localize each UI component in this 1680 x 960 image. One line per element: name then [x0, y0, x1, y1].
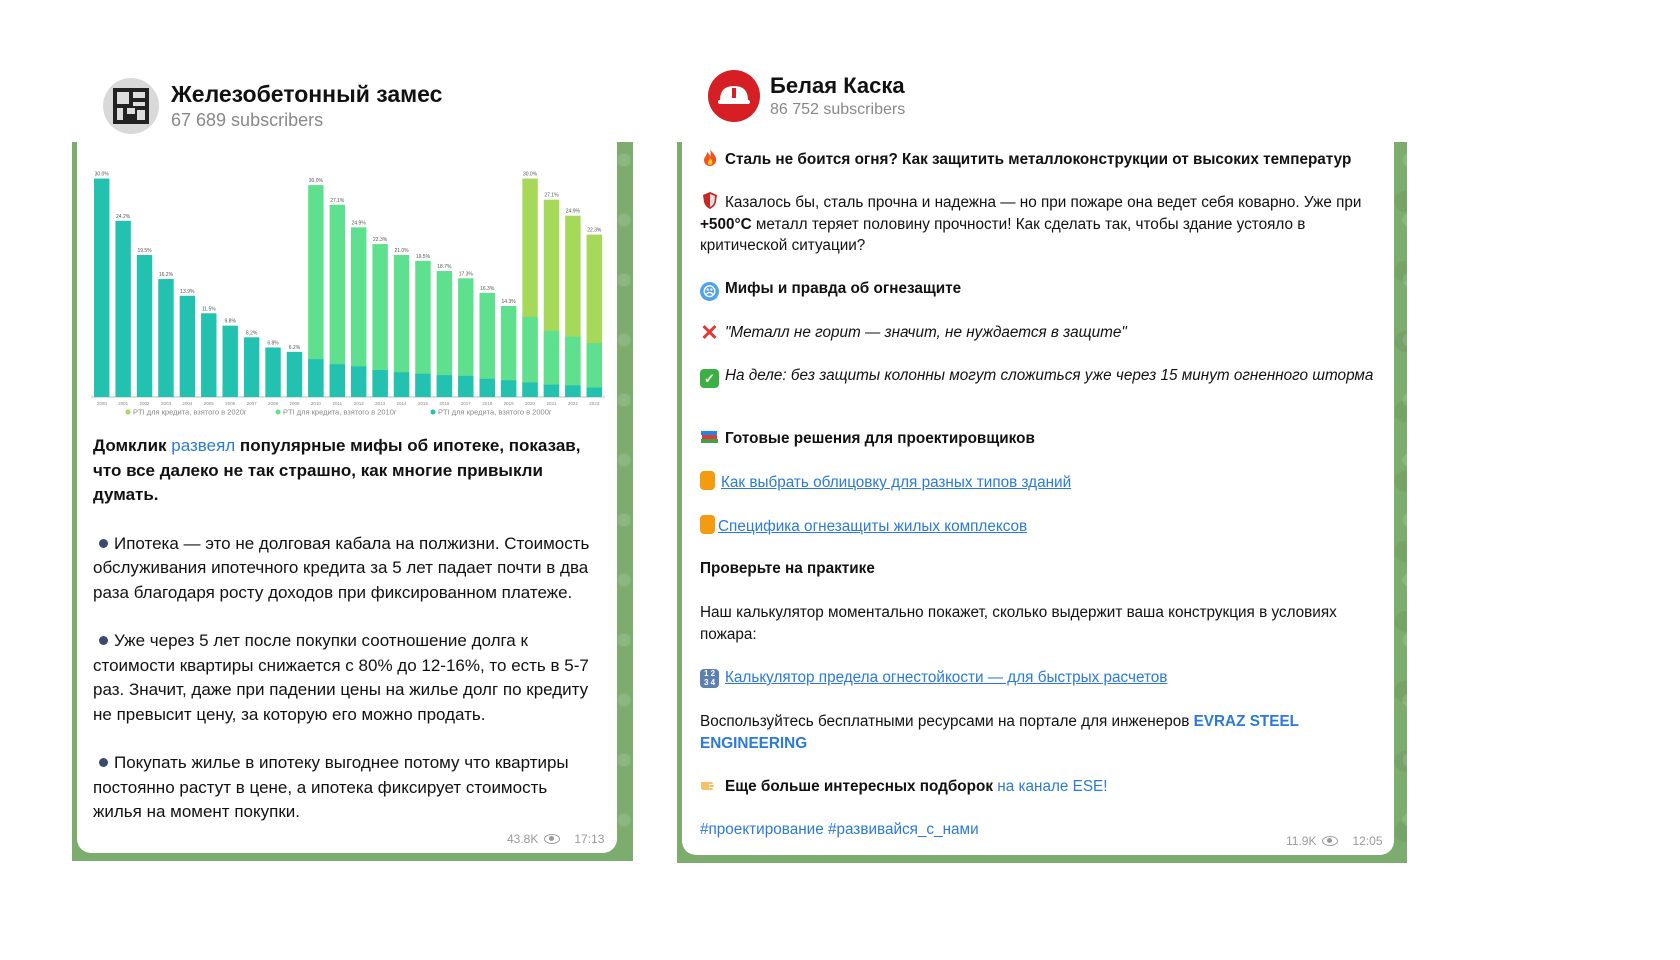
x-tick-2009: 2009: [289, 401, 300, 406]
bar-label-2009: 6.2%: [288, 344, 301, 351]
bar-2007-series-0: [244, 337, 259, 397]
bar-2009-series-0: [287, 352, 302, 397]
left-post-paragraph-2: [93, 629, 593, 727]
bar-2006-series-0: [222, 326, 237, 397]
bar-2017-series-0: [458, 376, 473, 397]
right-channel-name[interactable]: Белая Каска: [770, 73, 905, 98]
left-post-views: 43.8K: [507, 832, 539, 846]
x-tick-2006: 2006: [225, 401, 236, 406]
right-post-bubble: [682, 142, 1394, 855]
x-tick-2021: 2021: [546, 401, 557, 406]
myth-text: "Металл не горит — значит, не нуждается в защите": [725, 324, 1127, 341]
eye-icon: [1322, 836, 1338, 846]
legend-label-0: PTI для кредита, взятого в 2020г: [133, 407, 247, 417]
bar-label-2006: 9.8%: [224, 318, 236, 325]
x-tick-2005: 2005: [203, 401, 214, 406]
left-channel-avatar[interactable]: [103, 78, 159, 134]
right-post-views: 11.9K: [1286, 834, 1317, 848]
bar-2010-series-0: [308, 359, 323, 397]
bar-2012-series-0: [351, 366, 366, 397]
myths-heading-text: Мифы и правда об огнезащите: [725, 280, 962, 297]
bar-label-2003: 16.2%: [158, 272, 174, 279]
bar-2003-series-0: [158, 279, 173, 397]
bar-label-2010: 30.0%: [308, 178, 323, 185]
intro-text-b: популярные мифы об ипотеке, показав, что все далеко не так страшно, как многие привыкли думать.: [93, 436, 581, 504]
intro-link[interactable]: развеял: [171, 436, 236, 455]
left-post-time: 17:13: [574, 832, 605, 846]
resources-line: [700, 711, 1375, 754]
link-2-line: [700, 515, 1375, 538]
left-post-bubble: [77, 142, 617, 853]
fire-protection-link[interactable]: Специфика огнезащиты жилых комплексов: [718, 518, 1028, 535]
bar-2020-series-0: [522, 382, 537, 397]
shield-icon: [700, 191, 719, 210]
bar-label-2015: 19.5%: [415, 253, 431, 260]
paragraph-1-text: Ипотека — это не долговая кабала на полжизни. Стоимость обслуживания ипотечного кредита за 5 лет падает почти в два раза благодаря росту доходов при фиксированном платеже.: [93, 533, 590, 602]
bar-label-2019: 14.3%: [501, 298, 516, 305]
white-helmet-icon: [714, 76, 754, 116]
cross-mark-icon: ✕: [700, 320, 719, 345]
left-channel-subscribers: 67 689 subscribers: [171, 110, 324, 130]
link-1-line: [700, 471, 1375, 494]
bar-label-2017: 17.3%: [458, 271, 473, 278]
books-icon: [700, 427, 719, 446]
left-post-meta: [507, 832, 604, 846]
right-post-meta: [1286, 834, 1383, 848]
right-post-title: [700, 148, 1375, 171]
bar-label-2002: 19.5%: [137, 248, 152, 255]
right-channel-subscribers: 86 752 subscribers: [770, 101, 906, 118]
x-tick-2003: 2003: [160, 401, 171, 406]
cold-face-icon: ☹: [700, 282, 719, 301]
calc-description: Наш калькулятор моментально покажет, сколько выдержит ваша конструкция в условиях пожара:: [700, 604, 1337, 643]
fire-icon: [700, 148, 719, 167]
left-channel-name[interactable]: Железобетонный замес: [171, 81, 443, 107]
x-tick-2017: 2017: [460, 401, 471, 406]
legend-marker-1: [276, 410, 281, 415]
bar-2022-series-0: [565, 385, 580, 397]
eye-icon: [544, 834, 560, 844]
solutions-heading-text: Готовые решения для проектировщиков: [725, 430, 1035, 447]
bar-2021-series-0: [544, 385, 559, 397]
legend-label-1: PTI для кредита, взятого в 2010г: [283, 407, 397, 417]
bar-label-2018: 16.3%: [480, 285, 495, 292]
orange-book-icon: [700, 471, 715, 490]
x-tick-2001: 2001: [118, 401, 129, 406]
x-tick-2019: 2019: [503, 401, 514, 406]
left-avatar-logo: [109, 84, 153, 128]
truth-line: [700, 365, 1375, 388]
legend-marker-2: [431, 410, 436, 415]
legend-marker-0: [126, 410, 131, 415]
bar-label-2022: 24.9%: [565, 208, 580, 215]
x-tick-2016: 2016: [439, 401, 450, 406]
orange-book-icon: [700, 515, 715, 534]
x-tick-2000: 2000: [96, 401, 107, 406]
intro-bold-temp: +500°C: [700, 215, 752, 233]
myth-line: [700, 322, 1375, 344]
x-tick-2004: 2004: [182, 401, 193, 406]
left-post-intro: [93, 434, 593, 508]
bar-2019-series-0: [501, 380, 516, 397]
bar-label-2014: 21.0%: [394, 248, 409, 255]
paragraph-2-text: Уже через 5 лет после покупки соотношение долга к стоимости квартиры снижается с 80% до 12-16%, то есть в 5-7 раз. Значит, даже при падении цены на жилье долг по кредиту не превысит цену, за которую его можно продать.: [93, 631, 589, 724]
numbers-icon: 1 2 3 4: [700, 669, 719, 688]
bar-label-2013: 22.3%: [373, 237, 388, 244]
x-tick-2015: 2015: [417, 401, 428, 406]
bar-2016-series-0: [437, 375, 452, 397]
x-tick-2018: 2018: [482, 401, 493, 406]
bar-label-2012: 24.9%: [351, 220, 366, 227]
x-tick-2002: 2002: [139, 401, 150, 406]
x-tick-2023: 2023: [589, 401, 600, 406]
bar-label-2023: 22.3%: [587, 227, 602, 234]
bar-2004-series-0: [180, 296, 195, 397]
x-tick-2014: 2014: [396, 401, 407, 406]
bar-label-2001: 24.2%: [116, 213, 131, 220]
title-text: Сталь не боится огня? Как защитить металлоконструкции от высоких температур: [725, 151, 1352, 168]
x-tick-2020: 2020: [525, 401, 536, 406]
bar-2011-series-0: [330, 364, 345, 397]
x-tick-2022: 2022: [567, 401, 578, 406]
cladding-link[interactable]: Как выбрать облицовку для разных типов зданий: [721, 474, 1072, 491]
right-post-time: 12:05: [1352, 834, 1383, 848]
bar-label-2016: 18.7%: [437, 264, 452, 271]
x-tick-2007: 2007: [246, 401, 257, 406]
x-tick-2013: 2013: [375, 401, 386, 406]
left-chat-background: [72, 142, 633, 861]
intro-text-a: Казалось бы, сталь прочна и надежна — но при пожаре она ведет себя коварно. Уже при: [725, 194, 1362, 211]
legend-label-2: PTI для кредита, взятого в 2000г: [438, 407, 552, 417]
bar-label-2020: 30.0%: [522, 171, 538, 178]
bar-label-2008: 6.8%: [267, 340, 279, 347]
bar-2023-series-0: [587, 388, 602, 397]
x-tick-2008: 2008: [268, 401, 279, 406]
x-tick-2012: 2012: [353, 401, 364, 406]
bar-2001-series-0: [115, 221, 130, 397]
bar-2014-series-0: [394, 372, 409, 397]
bar-2002-series-0: [137, 255, 152, 397]
bar-label-2005: 11.5%: [201, 306, 216, 313]
bar-2005-series-0: [201, 313, 216, 397]
bar-label-2021: 27.1%: [544, 192, 559, 199]
ese-channel-link[interactable]: на канале ESE!: [997, 778, 1108, 795]
right-post-intro: [700, 191, 1375, 257]
truth-text: На деле: без защиты колонны могут сложиться уже через 15 минут огненного шторма: [725, 367, 1374, 384]
bar-2013-series-0: [372, 370, 387, 397]
resources-text: Воспользуйтесь бесплатными ресурсами на портале для инженеров: [700, 713, 1194, 730]
left-post-text: [93, 434, 593, 849]
bar-2018-series-0: [479, 379, 494, 397]
solutions-heading: [700, 427, 1375, 450]
more-text: Еще больше интересных подборок: [725, 778, 998, 795]
intro-text-b: металл теряет половину прочности! Как сделать так, чтобы здание устояло в критической ситуации?: [700, 215, 1306, 254]
paragraph-3-text: Покупать жилье в ипотеку выгоднее потому что квартиры постоянно растут в цене, а ипотека фиксирует стоимость жилья на момент покупки.: [93, 753, 569, 821]
bullet-icon: [99, 758, 108, 767]
bullet-icon: [99, 539, 108, 548]
bar-label-2000: 30.0%: [94, 171, 109, 178]
x-tick-2011: 2011: [332, 401, 343, 406]
bar-2000-series-0: [94, 179, 109, 397]
hashtags[interactable]: #проектирование #развивайся_с_нами: [700, 821, 979, 838]
bullet-icon: [99, 636, 108, 645]
left-post-paragraph-1: [93, 532, 593, 606]
pointing-hand-icon: [700, 775, 719, 794]
right-channel-avatar[interactable]: [708, 70, 760, 122]
bar-label-2011: 27.1%: [330, 197, 345, 204]
left-channel-header[interactable]: [103, 78, 442, 134]
evraz-link[interactable]: EVRAZ STEEL ENGINEERING: [700, 713, 1299, 752]
check-mark-icon: ✓: [700, 369, 719, 388]
practice-heading: Проверьте на практике: [700, 560, 875, 577]
left-post-paragraph-3: [93, 751, 593, 825]
link-3-line: [700, 667, 1375, 689]
bar-2015-series-0: [415, 374, 430, 397]
right-channel-header[interactable]: [708, 70, 905, 122]
x-tick-2010: 2010: [310, 401, 321, 406]
calculator-link[interactable]: Калькулятор предела огнестойкости — для быстрых расчетов: [725, 669, 1168, 686]
myths-heading: [700, 278, 1375, 301]
bar-2008-series-0: [265, 347, 280, 397]
more-line: [700, 775, 1375, 798]
left-post-chart: [83, 142, 613, 427]
right-chat-background: [677, 142, 1407, 863]
intro-text-a: Домклик: [93, 436, 172, 455]
bar-label-2004: 13.9%: [180, 288, 195, 295]
bar-label-2007: 8.2%: [245, 330, 258, 337]
